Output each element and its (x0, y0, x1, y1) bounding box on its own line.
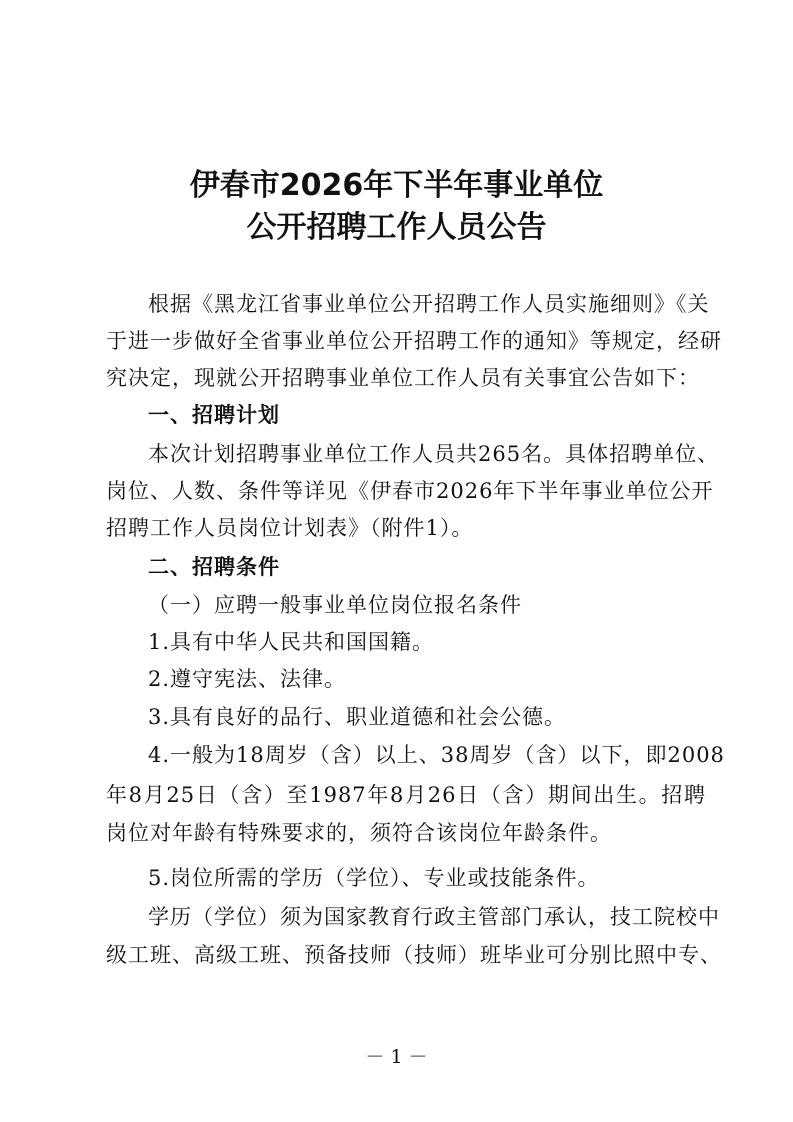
section-1-heading: 一、招聘计划 (148, 403, 280, 427)
page-number: － 1 － (365, 1046, 428, 1068)
condition-item-1: 1.具有中华人民共和国国籍。 (148, 630, 435, 654)
condition-item-5: 5.岗位所需的学历（学位）、专业或技能条件。 (148, 866, 600, 890)
condition-item-4-line-1: 4.一般为18周岁（含）以上、38周岁（含）以下，即2008 (148, 743, 725, 767)
condition-item-5-line-2: 级工班、高级工班、预备技师（技师）班毕业可分别比照中专、 (106, 943, 722, 967)
section-2-heading: 二、招聘条件 (148, 555, 280, 579)
document-title-line-1: 伊春市2026年下半年事业单位 (189, 168, 604, 203)
intro-line-2: 于进一步做好全省事业单位公开招聘工作的通知》等规定，经研 (106, 329, 722, 353)
section-1-line-2: 岗位、人数、条件等详见《伊春市2026年下半年事业单位公开 (106, 479, 714, 503)
condition-item-3: 3.具有良好的品行、职业道德和社会公德。 (148, 705, 567, 729)
condition-item-4-line-2: 年8月25日（含）至1987年8月26日（含）期间出生。招聘 (106, 783, 706, 807)
intro-line-3: 究决定，现就公开招聘事业单位工作人员有关事宜公告如下： (106, 366, 700, 390)
condition-item-4-line-3: 岗位对年龄有特殊要求的，须符合该岗位年龄条件。 (106, 821, 612, 845)
condition-item-2: 2.遵守宪法、法律。 (148, 667, 347, 691)
document-title-line-2: 公开招聘工作人员公告 (246, 210, 547, 245)
condition-item-5-line-1: 学历（学位）须为国家教育行政主管部门承认，技工院校中 (148, 905, 720, 929)
intro-line-1: 根据《黑龙江省事业单位公开招聘工作人员实施细则》《关 (148, 292, 710, 316)
section-1-line-3: 招聘工作人员岗位计划表》（附件1）。 (106, 516, 474, 540)
subsection-1-heading: （一）应聘一般事业单位岗位报名条件 (148, 593, 522, 617)
section-1-line-1: 本次计划招聘事业单位工作人员共265名。具体招聘单位、 (148, 442, 720, 466)
